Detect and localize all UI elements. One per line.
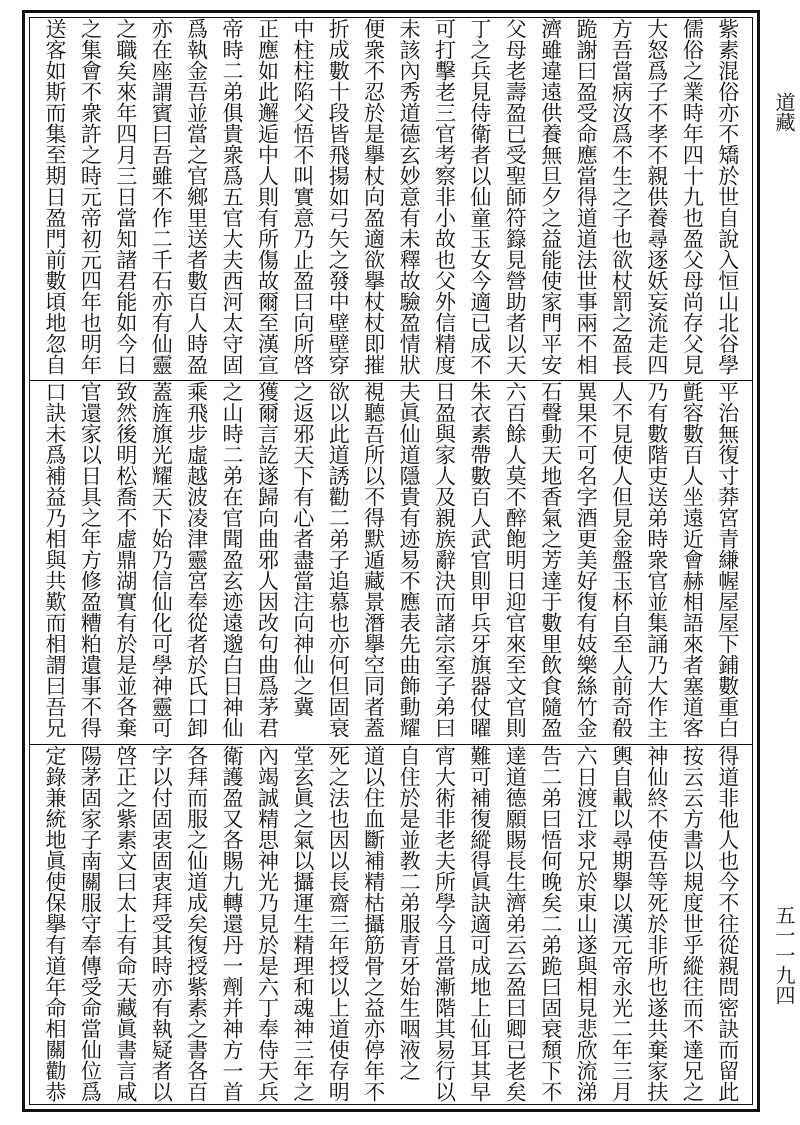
text-column: 濟雖違遠供養無旦夕之益能使家門平安	[538, 18, 563, 375]
text-column: 正應如此邂逅中人則有所傷故爾至漢宣	[255, 18, 280, 375]
text-column: 跪謝曰盈受命應當得道道法世事兩不相	[574, 18, 599, 375]
text-column: 道以住血斷補精枯攝筋骨之益亦停年不	[361, 745, 386, 1102]
page-number: 五一一九四	[772, 905, 796, 1005]
text-column: 之職矣來年四月三日當知諸君能如今日	[113, 18, 138, 375]
text-column: 自住於是並教二弟服青牙始生咽液之	[397, 745, 422, 1081]
text-column: 丁之兵見侍衛者以仙童玉女今適已成不	[467, 18, 492, 375]
text-column: 大怒爲子不孝不親供養尋逐妖妄流走四	[644, 18, 669, 375]
text-column: 定錄兼統地眞使保擧有道年命相關勸恭	[43, 745, 67, 1102]
text-column: 各拜而服之仙道成矣復授紫素之書各百	[184, 745, 209, 1102]
text-column: 折成數十段皆飛揚如弓矢之發中壁壁穿	[326, 18, 351, 375]
text-column: 紫素混俗亦不矯於世自說入恒山北谷學	[715, 18, 740, 375]
text-column: 蓋旌旗光耀天下始乃信仙化可學神靈可	[149, 381, 174, 738]
text-column: 視聽吾所以不得默遁藏景潛擧空同者蓋	[361, 381, 386, 738]
text-column: 死之法也因以長齋三年授以上道使存明	[326, 745, 351, 1102]
text-column: 平治無復寸莽宮青縑幄屋屋下鋪數重白	[715, 381, 740, 738]
text-column: 神仙終不使吾等死於非所也遂共棄家扶	[644, 745, 669, 1102]
text-column: 六百餘人莫不醉飽明日迎官來至文官則	[503, 381, 528, 738]
page-frame-inner	[29, 17, 753, 1105]
text-column: 官還家以日具之年方修盈糟粕遺事不得	[78, 381, 103, 738]
text-column: 亦在座謂賓曰吾雖不作二千石亦有仙靈	[149, 18, 174, 375]
text-column: 朱衣素帶數百人武官則甲兵牙旗器仗曜	[467, 381, 492, 738]
text-column: 六日渡江求兄於東山遂與相見悲欣流涕	[574, 745, 599, 1102]
text-column: 達道德願賜長生濟弟云云盈曰卿已老矣	[503, 745, 528, 1102]
text-column: 氈容數百人坐遠近會赫相語來者塞道客	[680, 381, 705, 738]
text-column: 啓正之紫素文曰太上有命天藏眞書言咸	[113, 745, 138, 1102]
text-column: 乃有數階吏送弟時衆官並集誦乃大作主	[644, 381, 669, 738]
text-column: 異果不可名字酒更美好復有妓樂絲竹金	[574, 381, 599, 738]
text-column: 輿自載以尋期擧以漢元帝永光二年三月	[609, 745, 634, 1102]
text-column: 欲以此道誘勸二弟子追慕也亦何但固衰	[326, 381, 351, 738]
text-column: 帝時二弟俱貴衆爲五官大夫西河太守固	[220, 18, 245, 375]
text-column: 堂玄眞之氣以攝運生精理和魂神三年之	[290, 745, 315, 1102]
text-column: 人不見使人但見金盤玉杯自至人前奇殽	[609, 381, 634, 738]
text-column: 陽茅固家子南關服守奉傳受命當仙位爲	[78, 745, 103, 1102]
text-column: 便衆不忍於是擧杖向盈適欲擧杖杖即摧	[361, 18, 386, 375]
text-column: 爲執金吾並當之官鄉里送者數百人時盈	[184, 18, 209, 375]
page-frame	[22, 10, 760, 1112]
text-column: 宵大術非老夫所學今且當漸階其易行以	[432, 745, 457, 1102]
text-column: 儒俗之業時年四十九也盈父母尚存父見	[680, 18, 705, 375]
text-column: 日盈與家人及親族辭決而諸宗室子弟曰	[432, 381, 457, 738]
book-title: 道藏	[772, 92, 796, 132]
text-column: 方吾當病汝爲不生之子也欲杖罰之盈長	[609, 18, 634, 375]
text-band-top	[30, 18, 752, 380]
text-column: 難可補復縱得眞訣適可成地上仙耳其早	[467, 745, 492, 1102]
text-column: 獲爾言訖遂歸向曲邪人因改句曲爲茅君	[255, 381, 280, 738]
text-column: 夫眞仙道隱貴有迹易不應表先曲飾動耀	[397, 381, 422, 738]
text-column: 衛護盈又各賜九轉還丹一劑并神方一首	[220, 745, 245, 1102]
text-column: 之返邪天下有心者盡當注向神仙之冀	[290, 381, 315, 717]
text-column: 得道非他人也今不往從親問密訣而留此	[715, 745, 740, 1102]
text-column: 按云云方書以規度世乎縱往而不達兄之	[680, 745, 705, 1102]
text-column: 未該內秀道德玄妙意有未釋故驗盈情狀	[397, 18, 422, 375]
text-column: 字以付固衷固衷拜受其時亦有執疑者以	[149, 745, 174, 1102]
text-column: 告二弟曰悟何晚矣二弟跪曰固衰頹下不	[538, 745, 563, 1102]
text-column: 之集會不衆許之時元帝初元四年也明年	[78, 18, 103, 375]
text-column: 內竭誠精思神光乃見於是六丁奉侍天兵	[255, 745, 280, 1102]
text-column: 致然後明松喬不虛鼎湖實有於是並各棄	[113, 381, 138, 738]
text-band-middle	[30, 380, 752, 744]
text-band-bottom	[30, 744, 752, 1110]
text-column: 父母老壽盈已受聖師符籙見營助者以天	[503, 18, 528, 375]
text-column: 中柱柱陷父悟不叫實意乃止盈曰向所啓	[290, 18, 315, 375]
text-column: 可打擊老三官考察非小故也父外信精度	[432, 18, 457, 375]
text-column: 送客如斯而集至期日盈門前數頃地忽自	[43, 18, 67, 375]
text-column: 口訣未爲補益乃相與共歎而相謂曰吾兄	[43, 381, 67, 738]
text-column: 石聲動天地香氣之芳達于數里飲食隨盈	[538, 381, 563, 738]
text-column: 乘飛步虛越波凌津靈宮奉從者於氏口卸	[184, 381, 209, 738]
text-column: 之山時二弟在官聞盈玄迹遠邈白日神仙	[220, 381, 245, 738]
